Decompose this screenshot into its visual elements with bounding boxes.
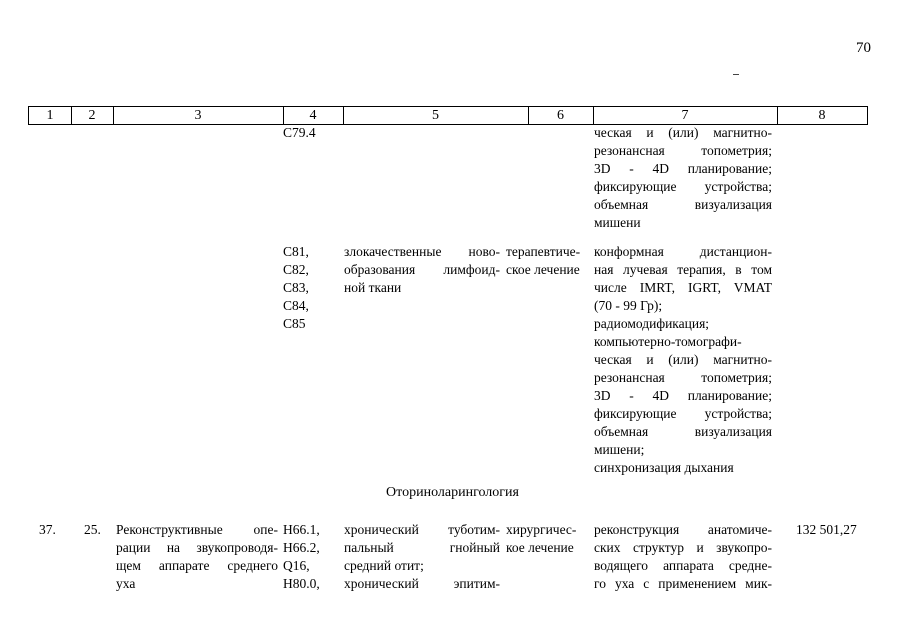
name-line: рации на звукопроводя- bbox=[116, 540, 278, 555]
model-line: ной ткани bbox=[344, 280, 402, 295]
model-line: средний отит; bbox=[344, 558, 424, 573]
section-heading: Оториноларингология bbox=[386, 485, 519, 500]
code-text: Q16, bbox=[283, 558, 310, 573]
method-line: ческая и (или) магнитно- bbox=[594, 125, 772, 140]
code-text: C79.4 bbox=[283, 125, 316, 140]
method-line: радиомодификация; bbox=[594, 316, 710, 331]
name-line: щем аппарате среднего bbox=[116, 558, 278, 573]
method-line: реконструкция анатомиче- bbox=[594, 522, 772, 537]
code-text: C84, bbox=[283, 298, 309, 313]
code-text: C85 bbox=[283, 316, 306, 331]
code-text: H66.2, bbox=[283, 540, 320, 555]
method-line: компьютерно-томографи- bbox=[594, 334, 742, 349]
code-text: C82, bbox=[283, 262, 309, 277]
code-text: C81, bbox=[283, 244, 309, 259]
code-text: H80.0, bbox=[283, 576, 320, 591]
page-mark bbox=[733, 74, 739, 75]
header-col-6: 6 bbox=[557, 108, 564, 123]
method-line: (70 - 99 Гр); bbox=[594, 298, 663, 313]
method-line: мишени bbox=[594, 215, 641, 230]
header-col-7: 7 bbox=[681, 108, 689, 123]
group-number: 25. bbox=[84, 522, 101, 537]
name-line: Реконструктивные опе- bbox=[116, 522, 278, 537]
code-text: H66.1, bbox=[283, 522, 320, 537]
method-line: мишени; bbox=[594, 442, 645, 457]
model-cell bbox=[344, 243, 500, 297]
header-col-2: 2 bbox=[88, 108, 96, 123]
header-col-5: 5 bbox=[432, 108, 439, 123]
method-line: 3D - 4D планирование; bbox=[594, 161, 772, 176]
cost-value: 132 501,27 bbox=[796, 522, 857, 537]
treatment-cell bbox=[506, 521, 589, 557]
method-cell bbox=[594, 243, 772, 477]
code-text: C83, bbox=[283, 280, 309, 295]
treatment-cell bbox=[506, 243, 589, 279]
treatment-line: ское лечение bbox=[506, 262, 580, 277]
model-cell bbox=[344, 521, 500, 593]
header-col-4: 4 bbox=[309, 108, 317, 123]
method-line: ских структур и звукопро- bbox=[594, 540, 772, 555]
header-col-1: 1 bbox=[46, 108, 54, 123]
header-col-3: 3 bbox=[194, 108, 202, 123]
method-line: конформная дистанцион- bbox=[594, 244, 772, 259]
row-number: 37. bbox=[39, 522, 56, 537]
method-line: резонансная топометрия; bbox=[594, 143, 772, 158]
model-line: хронический эпитим- bbox=[344, 576, 500, 591]
method-line: ческая и (или) магнитно- bbox=[594, 352, 772, 367]
method-line: водящего аппарата средне- bbox=[594, 558, 772, 573]
method-line: резонансная топометрия; bbox=[594, 370, 772, 385]
header-col-8: 8 bbox=[818, 108, 826, 123]
method-line: синхронизация дыхания bbox=[594, 460, 734, 475]
treatment-line: кое лечение bbox=[506, 540, 574, 555]
intervention-name-cell bbox=[116, 521, 278, 593]
method-line: числе IMRT, IGRT, VMAT bbox=[594, 280, 772, 295]
method-line: объемная визуализация bbox=[594, 197, 772, 212]
codes-cell bbox=[283, 124, 339, 142]
column-header-row bbox=[28, 106, 868, 125]
method-line: объемная визуализация bbox=[594, 424, 772, 439]
model-line: хронический туботим- bbox=[344, 522, 500, 537]
model-line: пальный гнойный bbox=[344, 540, 500, 555]
method-cell bbox=[594, 124, 772, 232]
treatment-line: терапевтиче- bbox=[506, 244, 581, 259]
name-line: уха bbox=[116, 576, 136, 591]
method-line: го уха с применением мик- bbox=[594, 576, 772, 591]
method-cell bbox=[594, 521, 772, 593]
codes-cell bbox=[283, 243, 339, 333]
treatment-line: хирургичес- bbox=[506, 522, 577, 537]
model-line: образования лимфоид- bbox=[344, 262, 500, 277]
method-line: фиксирующие устройства; bbox=[594, 406, 772, 421]
method-line: 3D - 4D планирование; bbox=[594, 388, 772, 403]
method-line: фиксирующие устройства; bbox=[594, 179, 772, 194]
method-line: ная лучевая терапия, в том bbox=[594, 262, 772, 277]
model-line: злокачественные ново- bbox=[344, 244, 500, 259]
page-number: 70 bbox=[856, 40, 871, 56]
codes-cell bbox=[283, 521, 339, 593]
